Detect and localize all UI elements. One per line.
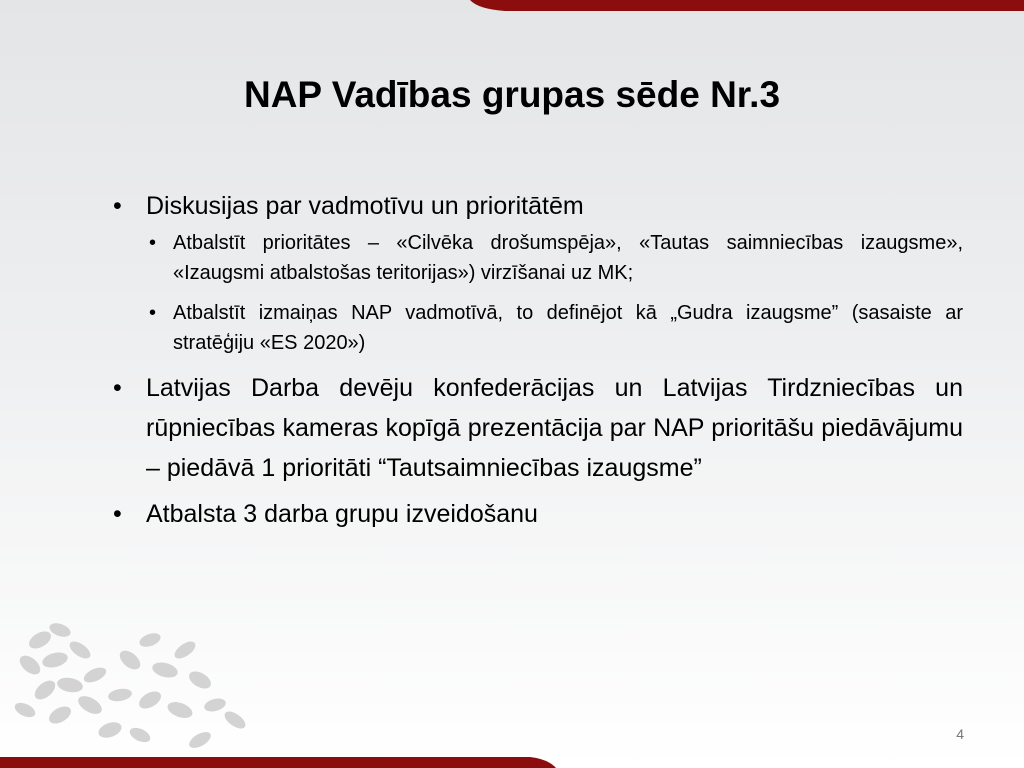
bullet-item — [113, 368, 963, 488]
bullet-item — [113, 186, 963, 358]
page-number: 4 — [956, 726, 964, 742]
sub-bullet-item: • Atbalstīt prioritātes – «Cilvēka drošumspēja», «Tautas saimniecības izaugsme», «Izaugsmi atbalstošas teritorijas») virzīšanai uz MK; — [146, 228, 963, 288]
bullet-text: Latvijas Darba devēju konfederācijas un Latvijas Tirdzniecības un rūpniecības kameras kopīgā prezentācija par NAP prioritāšu piedāvājumu – piedāvā 1 prioritāti “Tautsaimniecības izaugsme” — [146, 374, 963, 482]
sub-bullet-item: • Atbalstīt izmaiņas NAP vadmotīvā, to definējot kā „Gudra izaugsme” (sasaiste ar stratēģiju «ES 2020») — [146, 298, 963, 358]
bottom-accent-band — [0, 754, 1024, 768]
top-accent-band — [0, 0, 1024, 16]
bullet-text: Atbalsta 3 darba grupu izveidošanu — [146, 500, 538, 528]
leaf-cluster-icon — [0, 600, 270, 760]
sub-bullet-list — [146, 228, 963, 358]
slide-body — [113, 186, 963, 540]
slide-title: NAP Vadības grupas sēde Nr.3 — [243, 74, 781, 115]
bullet-item — [113, 494, 963, 534]
bullet-text: Diskusijas par vadmotīvu un prioritātēm — [146, 192, 584, 220]
bullet-list — [113, 186, 963, 534]
